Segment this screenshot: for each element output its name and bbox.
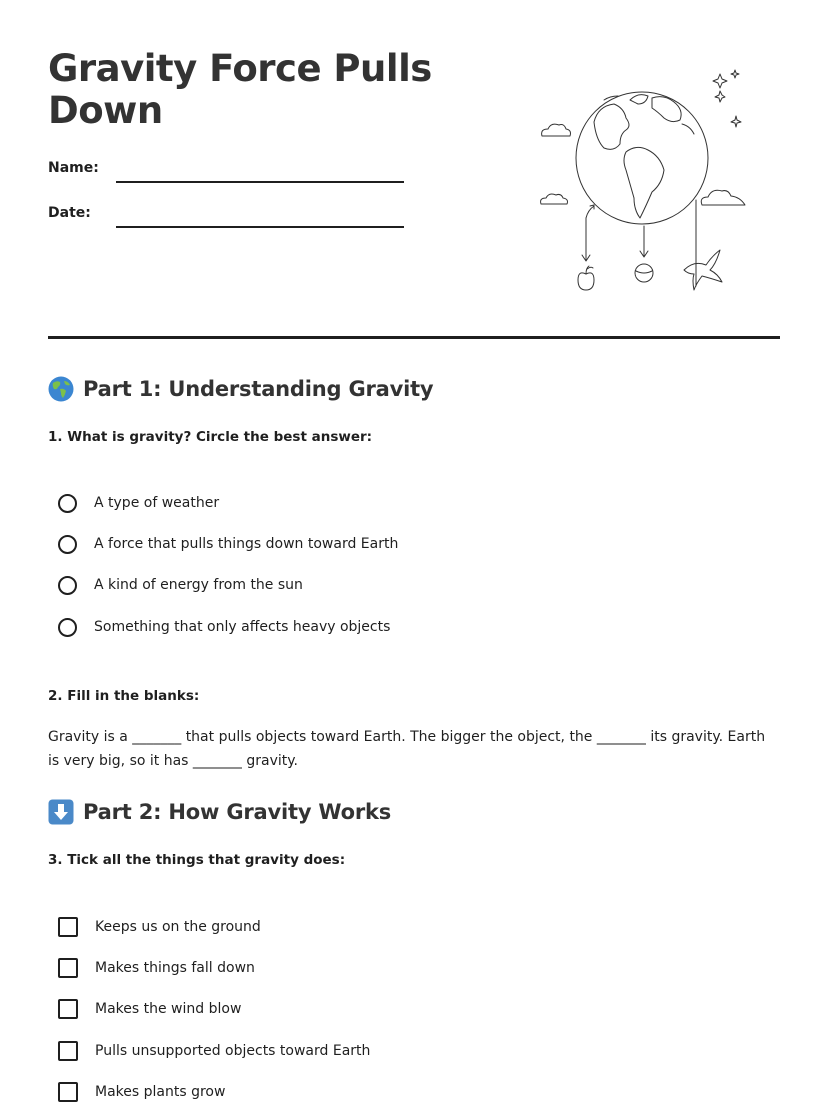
q1-option[interactable] bbox=[58, 491, 219, 515]
option-label: Makes plants grow bbox=[95, 1084, 226, 1100]
date-label: Date: bbox=[48, 205, 91, 221]
part1-heading bbox=[48, 373, 433, 405]
question-3: 3. Tick all the things that gravity does: bbox=[48, 852, 346, 868]
name-field-row bbox=[48, 160, 408, 190]
radio-circle[interactable] bbox=[58, 494, 77, 513]
apple-icon bbox=[578, 266, 594, 290]
radio-circle[interactable] bbox=[58, 618, 77, 637]
date-field-row bbox=[48, 205, 408, 235]
option-label: A force that pulls things down toward Earth bbox=[94, 536, 399, 552]
name-label: Name: bbox=[48, 160, 99, 176]
q3-option[interactable] bbox=[58, 915, 261, 939]
option-label: Makes the wind blow bbox=[95, 1001, 242, 1017]
bird-icon bbox=[684, 250, 722, 290]
page-title: Gravity Force Pulls Down bbox=[48, 47, 432, 132]
part2-title: Part 2: How Gravity Works bbox=[83, 800, 392, 824]
part1-title: Part 1: Understanding Gravity bbox=[83, 377, 434, 401]
question-1: 1. What is gravity? Circle the best answer: bbox=[48, 429, 373, 445]
cloud-icon bbox=[541, 124, 745, 205]
option-label: Keeps us on the ground bbox=[95, 919, 261, 935]
down-arrow-icon bbox=[48, 799, 74, 825]
q3-option[interactable] bbox=[58, 997, 241, 1021]
fill-in-blanks-text: Gravity is a _______ that pulls objects toward Earth. The bigger the object, the _______ its gravity. Earth is very big, so it has _______ gravity. bbox=[48, 729, 766, 769]
earth-gravity-illustration bbox=[534, 60, 756, 296]
globe-illustration bbox=[576, 92, 708, 224]
option-label: Something that only affects heavy objects bbox=[94, 619, 391, 635]
ball-icon bbox=[635, 264, 653, 282]
section-divider bbox=[48, 336, 780, 339]
q3-option[interactable] bbox=[58, 1080, 225, 1104]
q3-option[interactable] bbox=[58, 1039, 370, 1063]
q1-option[interactable] bbox=[58, 532, 398, 556]
name-field[interactable] bbox=[116, 181, 404, 183]
checkbox[interactable] bbox=[58, 917, 78, 937]
radio-circle[interactable] bbox=[58, 535, 77, 554]
option-label: Makes things fall down bbox=[95, 960, 255, 976]
option-label: A kind of energy from the sun bbox=[94, 577, 303, 593]
q3-option[interactable] bbox=[58, 956, 255, 980]
radio-circle[interactable] bbox=[58, 576, 77, 595]
checkbox[interactable] bbox=[58, 1041, 78, 1061]
q1-option[interactable] bbox=[58, 615, 390, 639]
option-label: A type of weather bbox=[94, 495, 220, 511]
checkbox[interactable] bbox=[58, 958, 78, 978]
date-field[interactable] bbox=[116, 226, 404, 228]
globe-icon bbox=[48, 376, 74, 402]
part2-heading bbox=[48, 796, 391, 828]
q1-option[interactable] bbox=[58, 573, 303, 597]
option-label: Pulls unsupported objects toward Earth bbox=[95, 1043, 371, 1059]
checkbox[interactable] bbox=[58, 1082, 78, 1102]
question-2: 2. Fill in the blanks: bbox=[48, 688, 200, 704]
checkbox[interactable] bbox=[58, 999, 78, 1019]
sparkle-icon bbox=[713, 70, 741, 127]
